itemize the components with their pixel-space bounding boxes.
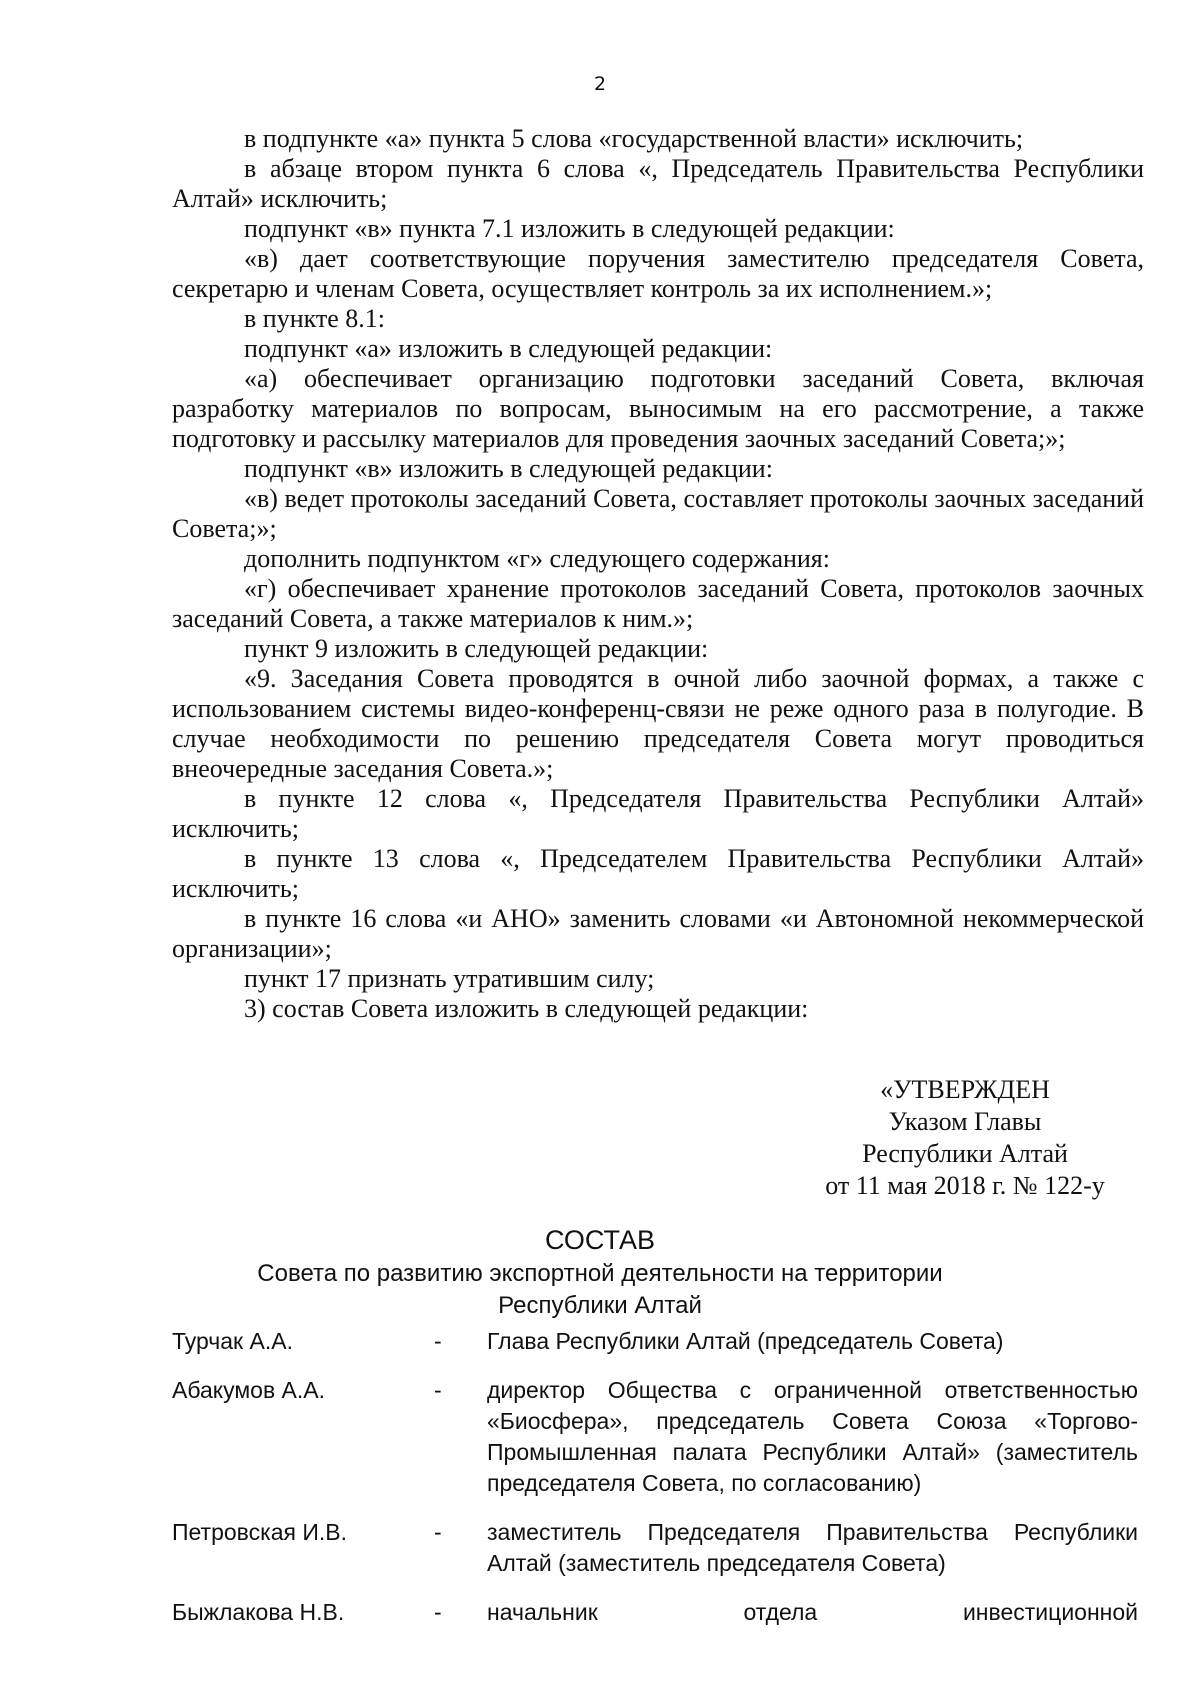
member-row bbox=[172, 1517, 1138, 1579]
paragraph: в пункте 8.1: bbox=[244, 304, 386, 333]
paragraph: в пункте 13 слова «, Председателем Правительства Республики Алтай» исключить; bbox=[172, 844, 1144, 903]
paragraph: 3) состав Совета изложить в следующей редакции: bbox=[244, 994, 809, 1023]
composition-heading bbox=[0, 1222, 1200, 1322]
paragraph: «в) дает соответствующие поручения заместителю председателя Совета, секретарю и членам Совета, осуществляет контроль за их исполнением.»; bbox=[172, 244, 1144, 303]
paragraph: дополнить подпунктом «г» следующего содержания: bbox=[244, 544, 830, 573]
member-dash: - bbox=[434, 1599, 442, 1625]
paragraph: пункт 9 изложить в следующей редакции: bbox=[244, 634, 709, 663]
member-row bbox=[172, 1597, 1138, 1628]
approval-line: «УТВЕРЖДЕН bbox=[880, 1075, 1050, 1104]
composition-title: СОСТАВ bbox=[544, 1225, 656, 1255]
paragraph: «г) обеспечивает хранение протоколов заседаний Совета, протоколов заочных заседаний Совета, а также материалов к ним.»; bbox=[172, 574, 1144, 633]
paragraph: в абзаце втором пункта 6 слова «, Председатель Правительства Республики Алтай» исключить; bbox=[172, 154, 1144, 213]
approval-line: Указом Главы bbox=[888, 1107, 1042, 1136]
paragraph: «9. Заседания Совета проводятся в очной либо заочной формах, а также с использованием системы видео-конференц-связи не реже одного раза в полугодие. В случае необходимости по решению председателя Совета могут проводиться внеочередные заседания Совета.»; bbox=[172, 664, 1144, 783]
amendments-text bbox=[172, 124, 1144, 1024]
member-role: директор Общества с ограниченной ответственностью «Биосфера», председатель Совета Союза «Торгово-Промышленная палата Республики Алтай» (заместитель председателя Совета, по согласованию) bbox=[487, 1377, 1138, 1496]
member-role: Глава Республики Алтай (председатель Совета) bbox=[487, 1328, 1004, 1354]
member-role: начальник отдела инвестиционной bbox=[487, 1599, 1138, 1625]
member-row bbox=[172, 1326, 1138, 1357]
member-name: Абакумов А.А. bbox=[172, 1377, 326, 1403]
member-dash: - bbox=[434, 1377, 442, 1403]
paragraph: «а) обеспечивает организацию подготовки заседаний Совета, включая разработку материалов по вопросам, выносимым на его рассмотрение, а также подготовку и рассылку материалов для проведения заочных заседаний Совета;»; bbox=[172, 364, 1144, 453]
paragraph: в подпункте «а» пункта 5 слова «государственной власти» исключить; bbox=[244, 124, 1024, 153]
approval-line: от 11 мая 2018 г. № 122-у bbox=[825, 1171, 1105, 1200]
paragraph: в пункте 12 слова «, Председателя Правительства Республики Алтай» исключить; bbox=[172, 784, 1144, 843]
member-name: Быжлакова Н.В. bbox=[172, 1599, 345, 1625]
member-dash: - bbox=[434, 1519, 442, 1545]
member-name: Турчак А.А. bbox=[172, 1328, 293, 1354]
composition-subtitle: Республики Алтай bbox=[498, 1292, 702, 1319]
paragraph: «в) ведет протоколы заседаний Совета, составляет протоколы заочных заседаний Совета;»; bbox=[172, 484, 1144, 543]
member-dash: - bbox=[434, 1328, 442, 1354]
members-list bbox=[172, 1326, 1138, 1646]
paragraph: в пункте 16 слова «и АНО» заменить словами «и Автономной некоммерческой организации»; bbox=[172, 904, 1144, 963]
member-role: заместитель Председателя Правительства Республики Алтай (заместитель председателя Совета) bbox=[487, 1519, 1138, 1576]
paragraph: подпункт «в» изложить в следующей редакции: bbox=[244, 454, 773, 483]
approval-stamp bbox=[760, 1074, 1170, 1202]
paragraph: подпункт «в» пункта 7.1 изложить в следующей редакции: bbox=[244, 214, 895, 243]
member-row bbox=[172, 1375, 1138, 1499]
page-number: 2 bbox=[593, 73, 607, 95]
approval-line: Республики Алтай bbox=[862, 1139, 1068, 1168]
member-name: Петровская И.В. bbox=[172, 1519, 347, 1545]
composition-subtitle: Совета по развитию экспортной деятельности на территории bbox=[257, 1260, 943, 1287]
paragraph: подпункт «а» изложить в следующей редакции: bbox=[244, 334, 773, 363]
paragraph: пункт 17 признать утратившим силу; bbox=[244, 964, 655, 993]
